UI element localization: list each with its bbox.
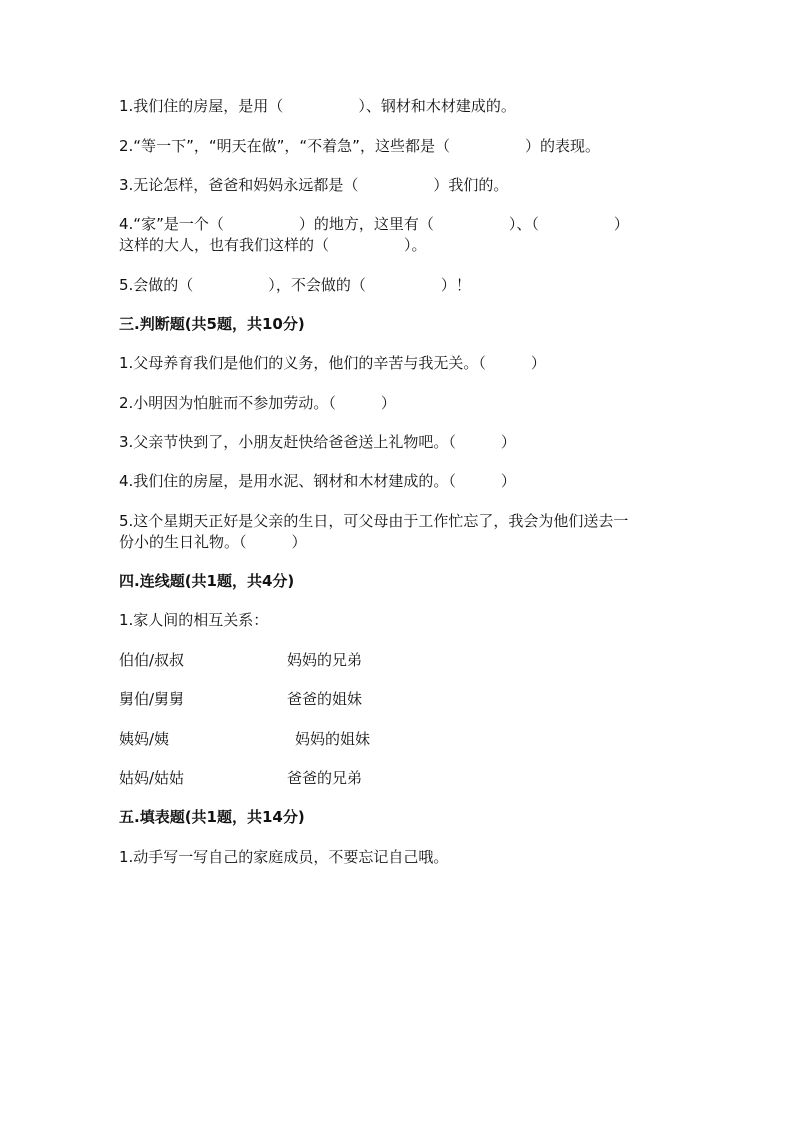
fill-blank-question-1: 1.我们住的房屋，是用（ ）、钢材和木材建成的。 [119,97,516,115]
fill-blank-question-2: 2.“等一下”，“明天在做”，“不着急”，这些都是（ ）的表现。 [119,137,600,155]
match-left-item-1: 伯伯/叔叔 [119,651,185,669]
judge-question-5-line-1: 5.这个星期天正好是父亲的生日，可父母由于工作忙忘了，我会为他们送去一 [119,512,629,530]
match-right-item-4: 爸爸的兄弟 [287,769,363,787]
fill-blank-question-4-line-1: 4.“家”是一个（ ）的地方，这里有（ ）、（ ） [119,215,629,233]
fill-blank-question-4-line-2: 这样的大人，也有我们这样的（ ）。 [119,236,427,254]
section-5-heading: 五.填表题(共1题，共14分) [119,808,305,826]
judge-question-2: 2.小明因为怕脏而不参加劳动。（ ） [119,394,396,412]
match-right-item-3: 妈妈的姐妹 [295,730,371,748]
section-4-heading: 四.连线题(共1题，共4分) [119,572,295,590]
match-right-item-1: 妈妈的兄弟 [287,651,363,669]
match-left-item-3: 姨妈/姨 [119,730,170,748]
table-question-1: 1.动手写一写自己的家庭成员，不要忘记自己哦。 [119,848,449,866]
match-left-item-2: 舅伯/舅舅 [119,690,185,708]
section-3-heading: 三.判断题(共5题，共10分) [119,315,305,333]
matching-question-1: 1.家人间的相互关系： [119,611,269,629]
judge-question-4: 4.我们住的房屋，是用水泥、钢材和木材建成的。（ ） [119,472,516,490]
judge-question-3: 3.父亲节快到了，小朋友赶快给爸爸送上礼物吧。（ ） [119,433,516,451]
judge-question-5-line-2: 份小的生日礼物。（ ） [119,533,307,551]
match-right-item-2: 爸爸的姐妹 [287,690,363,708]
match-left-item-4: 姑妈/姑姑 [119,769,185,787]
judge-question-1: 1.父母养育我们是他们的义务，他们的辛苦与我无关。（ ） [119,354,546,372]
fill-blank-question-3: 3.无论怎样，爸爸和妈妈永远都是（ ）我们的。 [119,176,509,194]
fill-blank-question-5: 5.会做的（ ），不会做的（ ）！ [119,276,471,294]
